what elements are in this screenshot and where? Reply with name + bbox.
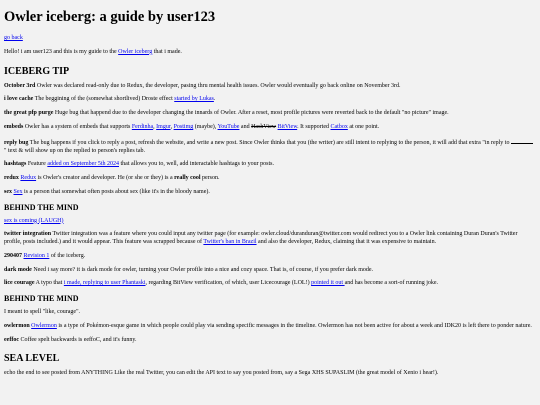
- entry-term: eeffoc: [4, 336, 19, 343]
- section-heading-behind-the-mind-2: BEHIND THE MIND: [4, 294, 79, 304]
- section-heading-sea-level: SEA LEVEL: [4, 353, 60, 365]
- entry-term: twitter integration: [4, 231, 52, 238]
- entry-text: Owler was declared read-only due to Redux, the developer, pasing thru mental health issues. Owler would eventually go back online on November 3rd.: [35, 82, 401, 89]
- entry-dark-mode: [4, 267, 536, 275]
- section-heading-iceberg-tip: ICEBERG TIP: [4, 65, 70, 77]
- entry-term: redux: [4, 175, 19, 182]
- sex-link[interactable]: Sex: [13, 188, 23, 195]
- entry-text: at one point.: [347, 123, 380, 130]
- entry-term: reply bug: [4, 139, 29, 146]
- entry-text: Need i say more? it is dark mode for owler, turning your Owler profile into a nice and cozy space. That is, of course, if you prefer dark mode.: [31, 266, 374, 273]
- entry-pfp-purge: [4, 110, 536, 118]
- entry-text: is a person that somewhat often posts about sex (like it's in the bloody name).: [22, 188, 210, 195]
- entry-reply-bug: [4, 138, 536, 156]
- entry-text: and has become a sort-of running joke.: [344, 280, 439, 287]
- entry-text: The beggining of the (somewhat shortlived) Droste effect: [33, 96, 175, 103]
- entry-text: Feature: [26, 161, 48, 168]
- entry-sex: [4, 189, 536, 197]
- redux-link[interactable]: Redux: [20, 175, 37, 182]
- entry-text: is Owler's creator and developer. He (or she or they) is a: [36, 175, 175, 182]
- entry-term: dark mode: [4, 266, 32, 273]
- postimg-link[interactable]: Postimg: [173, 123, 194, 130]
- entry-text: of the iceberg.: [49, 252, 86, 259]
- youtube-link[interactable]: YouTube: [217, 123, 240, 130]
- blank-line: [511, 138, 533, 144]
- page-title: Owler iceberg: a guide by user123: [4, 9, 216, 25]
- phantaski-reply-link[interactable]: i made, replying to user Phantaski: [63, 280, 146, 287]
- entry-text: is a type of Pokémon-esque game in which people could play via sending specific messages in the timeline. Owlermon has not been active for about a week and IDK20 is left there to ponder nature.: [56, 322, 532, 329]
- intro-text-before: Hello! i am user123 and this is my guide to the: [4, 48, 119, 55]
- entry-text: Twitter integration was a feature where you could input any twitter page (for example: owler.cloud/duranduran@twitter.com would redirect you to a Owler link containing Duran Duran's Twitter profile, posts included.) and it would appear. This feature was scrapped because of: [4, 231, 518, 246]
- entry-text: The bug happens if you click to reply a post, refresh the website, and write a new post. Since Owler thinks that you (the writer) are still intent to replying to the person, it will add that extra "in reply to: [28, 139, 511, 146]
- hashview-strikethrough: HashView: [251, 123, 277, 130]
- entry-text: person.: [200, 175, 220, 182]
- intro-text-after: that i made.: [152, 48, 182, 55]
- entry-twitter-integration: [4, 231, 536, 247]
- sex-coming-paragraph: [4, 218, 536, 226]
- entry-text: (maybe),: [193, 123, 218, 130]
- entry-term: October 3rd: [4, 82, 36, 89]
- emphasis-text: really cool: [174, 175, 201, 182]
- entry-text: Owler has a system of embeds that supports: [23, 123, 132, 130]
- owlermon-link[interactable]: Owlermon: [31, 322, 57, 329]
- separator: ,: [170, 123, 174, 130]
- entry-text: , regarding BitView verification, of which, user Licecourage (LOL!): [145, 280, 312, 287]
- ferdinha-link[interactable]: Ferdinha: [131, 123, 154, 130]
- entry-term: hashtags: [4, 161, 27, 168]
- entry-i-love-cache: [4, 96, 536, 104]
- entry-text: Coffee spelt backwards is eeffoC, and it's funny.: [19, 336, 137, 343]
- entry-term: the great pfp purge: [4, 110, 54, 117]
- entry-text: .: [213, 96, 216, 103]
- started-by-lukas-link[interactable]: started by Lukas: [174, 96, 214, 103]
- entry-text: and also the developer, Redux, claiming that it was expensive to maintain.: [256, 239, 437, 246]
- entry-text: Huge bug that happend due to the developer changing the innards of Owler. After a reset, most profile pictures were reverted back to the default "no picture" image.: [53, 110, 449, 117]
- entry-term: i love cache: [4, 96, 34, 103]
- entry-october: [4, 83, 536, 91]
- meant-paragraph: I meant to spell "like, courage".: [4, 309, 81, 316]
- twitter-ban-link[interactable]: Twitter's ban in Brazil: [203, 239, 257, 246]
- entry-lice-courage: [4, 280, 536, 288]
- entry-term: lice courage: [4, 280, 35, 287]
- entry-redux: [4, 175, 536, 183]
- entry-term: embeds: [4, 123, 24, 130]
- entry-hashtags: [4, 161, 536, 169]
- entry-embeds: [4, 124, 536, 132]
- entry-term: sex: [4, 188, 12, 195]
- entry-owlermon: [4, 323, 536, 331]
- hashtags-date-link[interactable]: added on September 5th 2024: [47, 161, 119, 168]
- entry-text: that allows you to, well, add interactable hashtags to your posts.: [119, 161, 274, 168]
- entry-290407: [4, 253, 536, 261]
- entry-term: 290407: [4, 252, 22, 259]
- sea-level-paragraph: echo the end to see posted from ANYTHING Like the real Twitter, you can edit the API text to say you posted from, say a Sega XHS SUPASLIM (the great model of Xenio i hear!).: [4, 370, 439, 377]
- entry-text: A typo that: [34, 280, 64, 287]
- revision-1-link[interactable]: Revision 1: [23, 252, 50, 259]
- entry-term: owlermon: [4, 322, 30, 329]
- separator: ,: [153, 123, 157, 130]
- section-heading-behind-the-mind: BEHIND THE MIND: [4, 202, 79, 212]
- intro-paragraph: [4, 49, 536, 57]
- pointed-it-out-link[interactable]: pointed it out: [311, 280, 345, 287]
- entry-eeffoc: [4, 337, 536, 345]
- imgur-link[interactable]: Imgur: [156, 123, 171, 130]
- entry-text: . It supported: [297, 123, 331, 130]
- owler-iceberg-link[interactable]: Owler iceberg: [118, 48, 153, 55]
- entry-text: " text & will show up on the replied to person's replies tab.: [4, 147, 146, 154]
- catbox-link[interactable]: Catbox: [330, 123, 348, 130]
- go-back-paragraph: [4, 35, 536, 43]
- go-back-link[interactable]: go back: [4, 34, 23, 41]
- sex-coming-link[interactable]: sex is coming (LAUGH): [4, 217, 64, 224]
- entry-text: and: [239, 123, 252, 130]
- bitview-link[interactable]: BitView: [277, 123, 298, 130]
